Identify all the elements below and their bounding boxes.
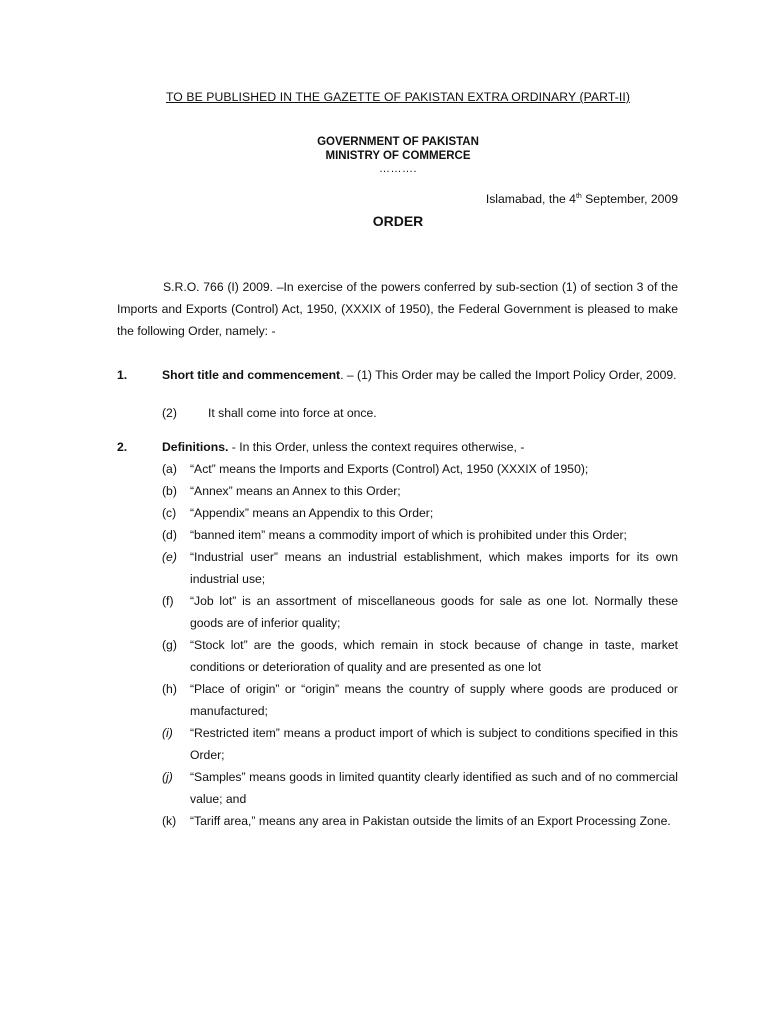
section-heading: Short title and commencement (162, 368, 341, 382)
section-number: 1. (117, 368, 128, 382)
list-item (162, 678, 678, 722)
subsection-text: It shall come into force at once. (208, 406, 377, 420)
item-text: “Samples” means goods in limited quantity clearly identified as such and of no commercial value; and (190, 770, 678, 806)
section-1 (117, 364, 678, 386)
list-item (162, 810, 678, 832)
list-item (162, 480, 678, 502)
order-title: ORDER (372, 213, 424, 229)
item-text: “Restricted item” means a product import of which is subject to conditions specified in this Order; (190, 726, 678, 762)
list-item (162, 590, 678, 634)
item-text: “Act” means the Imports and Exports (Control) Act, 1950 (XXXIX of 1950); (190, 462, 589, 476)
item-text: “Job lot” is an assortment of miscellaneous goods for sale as one lot. Normally these goods are of inferior quality; (190, 594, 678, 630)
intro-paragraph: S.R.O. 766 (I) 2009. –In exercise of the powers conferred by sub-section (1) of section 3 of the Imports and Exports (Control) Act, 1950, (XXXIX of 1950), the Federal Government is pleased to make the following Order, namely: - (117, 280, 678, 338)
item-text: “Annex” means an Annex to this Order; (190, 484, 401, 498)
item-text: “Industrial user” means an industrial establishment, which makes imports for its own industrial use; (190, 550, 678, 586)
item-text: “Appendix” means an Appendix to this Order; (190, 506, 434, 520)
item-label: (a) (162, 462, 177, 476)
government-heading: GOVERNMENT OF PAKISTAN (317, 136, 479, 148)
gazette-heading: TO BE PUBLISHED IN THE GAZETTE OF PAKISTAN EXTRA ORDINARY (PART-II) (165, 90, 631, 104)
list-item (162, 546, 678, 590)
section-1-subsection-2 (162, 406, 377, 420)
date-superscript: th (575, 192, 582, 200)
date-suffix: September, 2009 (581, 192, 678, 206)
item-label: (h) (162, 682, 177, 696)
item-text: “Place of origin” or “origin” means the country of supply where goods are produced or manufactured; (190, 682, 678, 718)
section-2 (117, 436, 678, 458)
date-prefix: Islamabad, the 4 (485, 192, 576, 206)
item-label: (g) (162, 638, 177, 652)
item-label: (f) (162, 594, 174, 608)
list-item (162, 722, 678, 766)
section-text: . – (1) This Order may be called the Import Policy Order, 2009. (340, 368, 677, 382)
item-text: “Tariff area,” means any area in Pakistan outside the limits of an Export Processing Zone. (190, 814, 671, 828)
item-label: (d) (162, 528, 177, 542)
section-text: - In this Order, unless the context requires otherwise, - (228, 440, 525, 454)
subsection-label: (2) (162, 406, 177, 420)
item-label: (b) (162, 484, 177, 498)
list-item (162, 634, 678, 678)
list-item (162, 502, 678, 524)
ministry-heading: MINISTRY OF COMMERCE (325, 150, 471, 162)
definitions-list (162, 458, 678, 832)
item-text: “banned item” means a commodity import of which is prohibited under this Order; (190, 528, 627, 542)
date-line (486, 192, 678, 206)
item-label: (e) (162, 550, 177, 564)
list-item (162, 524, 678, 546)
section-heading: Definitions. (162, 440, 229, 454)
separator-dots: ………. (378, 163, 418, 175)
section-number: 2. (117, 440, 128, 454)
list-item (162, 458, 678, 480)
item-text: “Stock lot” are the goods, which remain in stock because of change in taste, market conditions or deterioration of quality and are presented as one lot (190, 638, 678, 674)
item-label: (c) (162, 506, 177, 520)
item-label: (k) (162, 814, 177, 828)
list-item (162, 766, 678, 810)
item-label: (i) (162, 726, 173, 740)
item-label: (j) (162, 770, 173, 784)
